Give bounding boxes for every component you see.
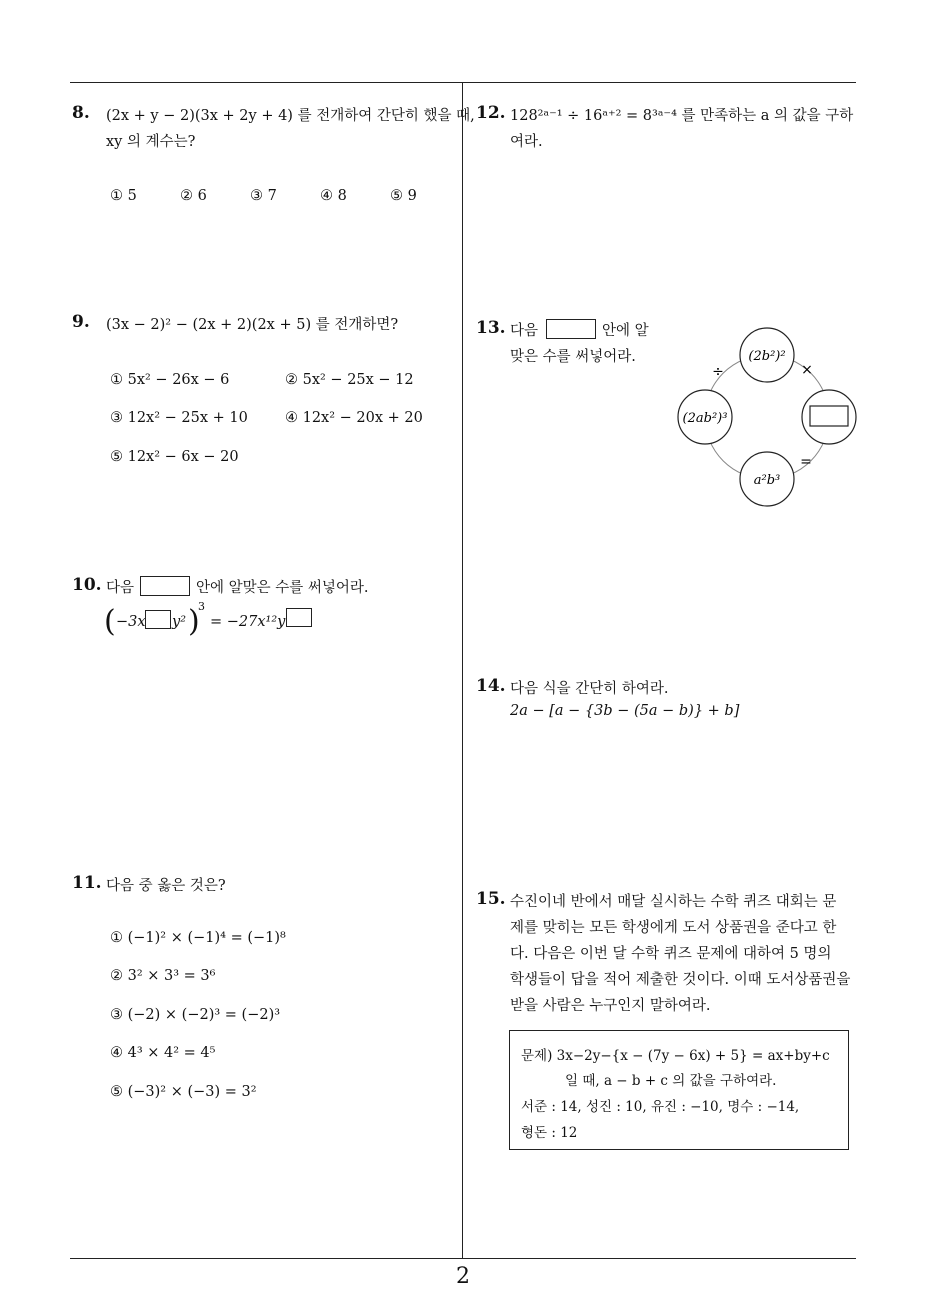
choice-4[interactable]: ④ 4³ × 4² = 4⁵ [110,1045,216,1061]
top-rule [70,82,856,83]
operator-divide: ÷ [712,364,724,380]
operation-cycle-diagram [672,322,862,512]
question-number: 10. [72,575,102,595]
expr-part-a: −3x [116,614,146,630]
question-text-line4: 학생들이 답을 적어 제출한 것이다. 이때 도서상품권을 [510,972,851,988]
question-number: 15. [476,889,506,909]
column-divider [462,82,463,1258]
answer-blank-box [546,319,596,339]
question-number: 14. [476,676,506,696]
node-left-label: (2ab²)³ [682,411,728,426]
page-number: 2 [456,1264,470,1289]
question-text-line1: 다음 중 옳은 것은? [106,878,226,894]
expr-part-b: y² [172,614,187,630]
choice-3[interactable]: ③ 12x² − 25x + 10 [110,410,248,426]
question-text-line1: 다음 식을 간단히 하여라. [510,681,669,697]
question-text-line2: xy 의 계수는? [106,134,196,150]
answer-blank-box [140,576,190,596]
node-right-blank[interactable] [810,406,848,426]
question-text-line1a: 다음 [510,323,539,339]
choice-4[interactable]: ④ 12x² − 20x + 20 [285,410,423,426]
bottom-rule [70,1258,856,1259]
question-text-line1: (3x − 2)² − (2x + 2)(2x + 5) 를 전개하면? [106,317,399,333]
choice-5[interactable]: ⑤ 9 [390,188,417,204]
question-text-line1: 128²ᵃ⁻¹ ÷ 16ᵃ⁺² = 8³ᵃ⁻⁴ 를 만족하는 a 의 값을 구하 [510,108,854,124]
question-number: 13. [476,318,506,338]
choice-3[interactable]: ③ 7 [250,188,277,204]
problem-box-line2: 일 때, a − b + c 의 값을 구하여라. [565,1073,777,1089]
question-number: 9. [72,312,90,332]
answer-blank-exponent-2[interactable] [286,608,312,627]
question-text-line2: 제를 맞히는 모든 학생에게 도서 상품권을 준다고 한 [510,920,837,936]
question-text-line1: (2x + y − 2)(3x + 2y + 4) 를 전개하여 간단히 했을 때, [106,108,475,124]
choice-2[interactable]: ② 6 [180,188,207,204]
choice-5[interactable]: ⑤ 12x² − 6x − 20 [110,449,239,465]
question-expression: 2a − [a − {3b − (5a − b)} + b] [510,703,740,719]
operator-multiply: × [801,362,813,378]
question-text-suffix: 안에 알맞은 수를 써넣어라. [196,580,369,596]
question-text-line1: 수진이네 반에서 매달 실시하는 수학 퀴즈 대회는 문 [510,894,837,910]
choice-3[interactable]: ③ (−2) × (−2)³ = (−2)³ [110,1007,281,1023]
question-text-prefix: 다음 [106,580,135,596]
problem-box-line4: 형돈 : 12 [521,1125,578,1141]
choice-4[interactable]: ④ 8 [320,188,347,204]
node-top-label: (2b²)² [748,349,786,364]
question-text-line1b: 안에 알 [602,323,649,339]
expr-exponent: 3 [198,600,205,613]
choice-5[interactable]: ⑤ (−3)² × (−3) = 3² [110,1084,257,1100]
question-number: 8. [72,103,90,123]
question-text-line2: 맞은 수를 써넣어라. [510,349,636,365]
problem-box-line1: 문제) 3x−2y−{x − (7y − 6x) + 5} = ax+by+c [521,1048,830,1064]
node-bottom-label: a²b³ [753,473,781,488]
question-text-line5: 받을 사람은 누구인지 말하여라. [510,998,711,1014]
question-text-line2: 여라. [510,134,543,150]
left-paren: ( [104,604,116,639]
choice-2[interactable]: ② 3² × 3³ = 3⁶ [110,968,216,984]
question-number: 12. [476,103,506,123]
question-number: 11. [72,873,102,893]
choice-1[interactable]: ① 5 [110,188,137,204]
question-text-line3: 다. 다음은 이번 달 수학 퀴즈 문제에 대하여 5 명의 [510,946,832,962]
expr-right: = −27x¹²y [210,614,286,630]
choice-2[interactable]: ② 5x² − 25x − 12 [285,372,414,388]
problem-box-line3: 서준 : 14, 성진 : 10, 유진 : −10, 명수 : −14, [521,1099,800,1115]
right-paren: ) [188,604,200,639]
choice-1[interactable]: ① (−1)² × (−1)⁴ = (−1)⁸ [110,930,286,946]
answer-blank-exponent[interactable] [145,610,171,629]
operator-equals: = [800,454,812,470]
choice-1[interactable]: ① 5x² − 26x − 6 [110,372,230,388]
